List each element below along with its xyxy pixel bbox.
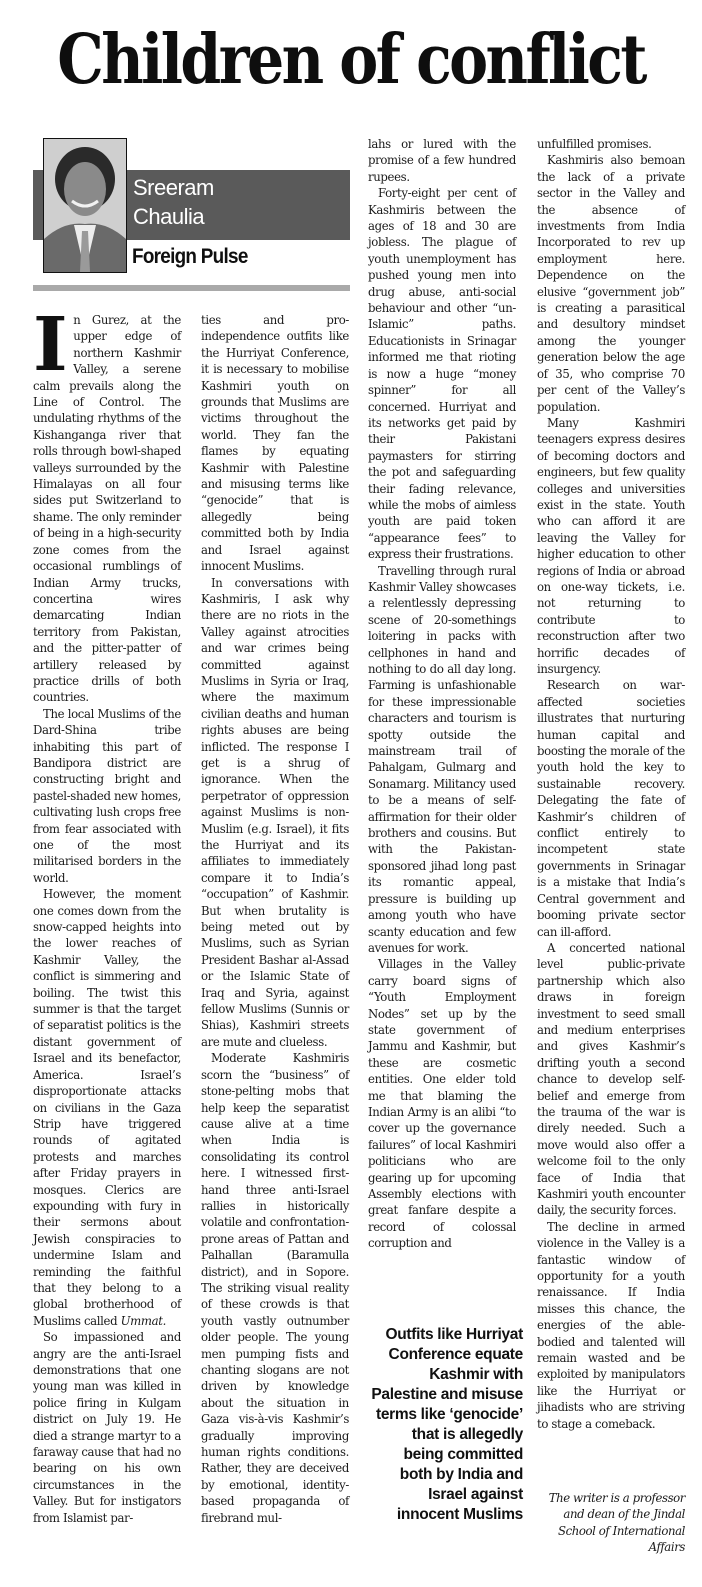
paragraph: lahs or lured with the promise of a few hundred rupees. xyxy=(368,137,516,184)
byline xyxy=(30,130,350,290)
author-portrait-icon xyxy=(44,139,126,272)
paragraph xyxy=(33,302,181,706)
paragraph: ties and pro-independence outfits like the Hurriyat Conference, it is necessary to mobilise Kashmiri youth on grounds that Muslims are victims throughout the world. They fan the flames by equating Kashmir with Palestine and misusing terms like “genocide” that is allegedly being committed both by India and Israel against innocent Muslims. xyxy=(201,313,349,574)
author-first-name: Sreeram xyxy=(133,175,214,200)
article-column-4 xyxy=(537,136,685,1432)
article-column-1 xyxy=(33,302,181,1526)
italic-term: Ummat. xyxy=(120,1313,166,1328)
paragraph: Villages in the Valley carry board signs of “Youth Employment Nodes” set up by the state government of Jammu and Kashmir, but these are cosmetic entities. One elder told me that blaming the Indian Army is an alibi “to cover up the governance failures” of local Kashmiri politicians who are gearing up for upcoming Assembly elections with great fanfare despite a record of colossal corruption and xyxy=(368,957,516,1251)
pull-quote: Outfits like Hurriyat Conference equate Kashmir with Palestine and misuse terms like ‘genocide’ that is allegedly being committed both by India and Israel against innocent Muslims xyxy=(371,1326,523,1523)
paragraph: The local Muslims of the Dard-Shina tribe inhabiting this part of Bandipora district are constructing bright and pastel-shaded new homes, cultivating lush crops free from fear associated with one of the most militarised borders in the world. xyxy=(33,706,181,885)
article-column-2 xyxy=(201,312,349,1526)
paragraph: Travelling through rural Kashmir Valley showcases a relentlessly depressing scene of 20-somethings loitering in packs with cellphones in hand and nothing to do all day long. Farming is unfashionable for these impressionable characters and tourism is spotty outside the mainstream trail of Pahalgam, Gulmarg and Sonamarg. Militancy used to be a means of self-affirmation for their older brothers and cousins. But with the Pakistan-sponsored jihad long past its romantic appeal, pressure is building up among youth who have scanty education and few avenues for work. xyxy=(368,563,516,955)
paragraph: Research on war-affected societies illustrates that nurturing human capital and boosting the morale of the youth hold the key to sustainable recovery. Delegating the fate of Kashmir’s children of conflict entirely to incompetent state governments in Srinagar is a mistake that India’s Central government and booming private sector can ill-afford. xyxy=(537,678,685,939)
paragraph: Many Kashmiri teenagers express desires of becoming doctors and engineers, but few quality colleges and universities exist in the state. Youth who can afford it are leaving the Valley for higher education to other regions of India or abroad on one-way tickets, i.e. not returning to contribute to reconstruction after two horrific decades of insurgency. xyxy=(537,415,685,676)
paragraph: A concerted national level public-private partnership which also draws in foreign investment to seed small and medium enterprises and gives Kashmir’s drifting youth a second chance to develop self-belief and emerge from the trauma of the war is direly needed. Such a move would also offer a welcome foil to the only face of India that Kashmiri youth encounter daily, the security forces. xyxy=(537,940,685,1218)
column-name: Foreign Pulse xyxy=(132,245,248,268)
paragraph: Kashmiris also bemoan the lack of a private sector in the Valley and the absence of investments from India Incorporated to rev up employment here. Dependence on the elusive “government job” is creating a parasitical and desultory mindset among the younger generation below the age of 35, who comprise 70 per cent of the Valley’s population. xyxy=(537,153,685,414)
byline-divider xyxy=(33,285,350,291)
article-column-3 xyxy=(368,136,516,1252)
headline: Children of conflict xyxy=(57,20,645,100)
paragraph: The decline in armed violence in the Valley is a fantastic window of opportunity for a youth renaissance. If India misses this chance, the energies of the able-bodied and talented will remain wasted and be exploited by manipulators like the Hurriyat or jihadists who are striving to stage a comeback. xyxy=(537,1219,685,1431)
author-photo xyxy=(43,138,127,273)
paragraph-text: However, the moment one comes down from the snow-capped heights into the lower reaches of Kashmir Valley, the conflict is simmering and boiling. The twist this summer is that the target of separatist politics is the distant government of Israel and its benefactor, America. Israel’s disproportionate attacks on civilians in the Gaza Strip have triggered rounds of agitated protests and marches after Friday prayers in mosques. Clerics are expounding with fury in their sermons about Jewish conspiracies to undermine Islam and reminding the faithful that they belong to a global brotherhood of Muslims called xyxy=(33,887,181,1328)
paragraph: unfulfilled promises. xyxy=(537,137,652,151)
dropcap: I xyxy=(33,302,68,388)
paragraph: Moderate Kashmiris scorn the “business” of stone-pelting mobs that help keep the separatist cause alive at a time when India is consolidating its control here. I witnessed first-hand three anti-Israel rallies in historically volatile and confrontation-prone areas of Pattan and Palhallan (Baramulla district), and in Sopore. The striking visual reality of these crowds is that youth vastly outnumber older people. The young men pumping fists and chanting slogans are not driven by knowledge about the situation in Gaza vis-à-vis Kashmir’s gradually improving human rights conditions. Rather, they are deceived by emotional, identity-based propaganda of firebrand mul- xyxy=(201,1051,349,1525)
paragraph: In conversations with Kashmiris, I ask why there are no riots in the Valley against atrocities and war crimes being committed against Muslims in Syria or Iraq, where the maximum civilian deaths and human rights abuses are being inflicted. The response I get is a shrug of ignorance. When the perpetrator of oppression against Muslims is non-Muslim (e.g. Israel), it fits the Hurriyat and its affiliates to immediately compare it to India’s “occupation” of Kashmir. But when brutality is being meted out by Muslims, such as Syrian President Bashar al-Assad or the Islamic State of Iraq and Syria, against fellow Muslims (Sunnis or Shias), Kashmiri streets are mute and clueless. xyxy=(201,575,349,1049)
paragraph: So impassioned and angry are the anti-Israel demonstrations that one young man was killed in police firing in Kulgam district on July 19. He died a strange martyr to a faraway cause that had no bearing on his own circumstances in the Valley. But for instigators from Islamist par- xyxy=(33,1330,181,1525)
paragraph-text: n Gurez, at the upper edge of northern Kashmir Valley, a serene calm prevails along the Line of Control. The undulating rhythms of the Kishanganga river that rolls through bowl-shaped valleys surrounded by the Himalayas on all four sides put Switzerland to shame. The only reminder of being in a high-security zone comes from the occasional rumblings of Indian Army trucks, concertina wires demarcating Indian territory from Pakistan, and the pitter-patter of artillery released by practice drills of both countries. xyxy=(33,313,181,705)
paragraph: Forty-eight per cent of Kashmiris between the ages of 18 and 30 are jobless. The plague of youth unemployment has pushed young men into drug abuse, anti-social behaviour and other “un-Islamic” paths. Educationists in Srinagar informed me that rioting is now a huge “money spinner” for all concerned. Hurriyat and its networks get paid by their Pakistani paymasters for stirring the pot and safeguarding their fading relevance, while the mobs of aimless youth are paid token “appearance fees” to express their frustrations. xyxy=(368,186,516,562)
author-last-name: Chaulia xyxy=(133,204,205,229)
author-tagline: The writer is a professor and dean of the Jindal School of International Affairs xyxy=(548,1491,685,1555)
paragraph xyxy=(33,886,181,1329)
